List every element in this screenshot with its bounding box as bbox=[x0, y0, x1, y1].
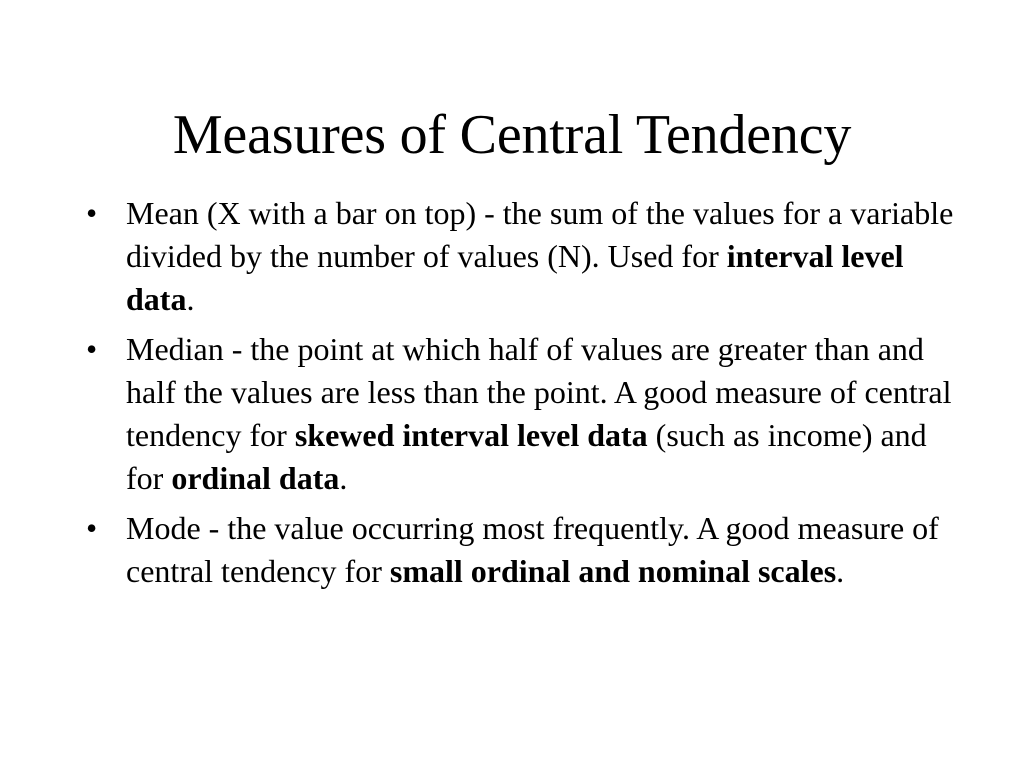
bullet-item-mean bbox=[80, 192, 960, 321]
bullet-text-segment: . bbox=[339, 460, 348, 496]
bullet-icon: • bbox=[86, 331, 98, 367]
bullet-text-segment: . bbox=[836, 553, 845, 589]
bullet-text-segment: Mode - the value occurring most frequently. A good measure of central tendency for bbox=[126, 510, 939, 589]
slide-title: Measures of Central Tendency bbox=[172, 104, 852, 166]
bullet-text-segment: Median - the point at which half of values are greater than and half the values are less than the point. A good measure of central tendency for bbox=[126, 331, 952, 453]
bold-term: small ordinal and nominal scales bbox=[389, 553, 837, 589]
bold-term: ordinal data bbox=[171, 460, 340, 496]
bullet-icon: • bbox=[86, 510, 98, 546]
bullet-item-mode bbox=[80, 507, 960, 593]
bullet-list bbox=[80, 192, 960, 600]
bullet-text-segment: (such as income) and for bbox=[126, 417, 927, 496]
bullet-item-median bbox=[80, 328, 960, 500]
bullet-text-segment: . bbox=[186, 281, 195, 317]
bold-term: skewed interval level data bbox=[294, 417, 648, 453]
bold-term: interval level data bbox=[126, 238, 904, 317]
bullet-text-segment: Mean (X with a bar on top) - the sum of the values for a variable divided by the number of values (N). Used for bbox=[126, 195, 954, 274]
bullet-icon: • bbox=[86, 195, 98, 231]
